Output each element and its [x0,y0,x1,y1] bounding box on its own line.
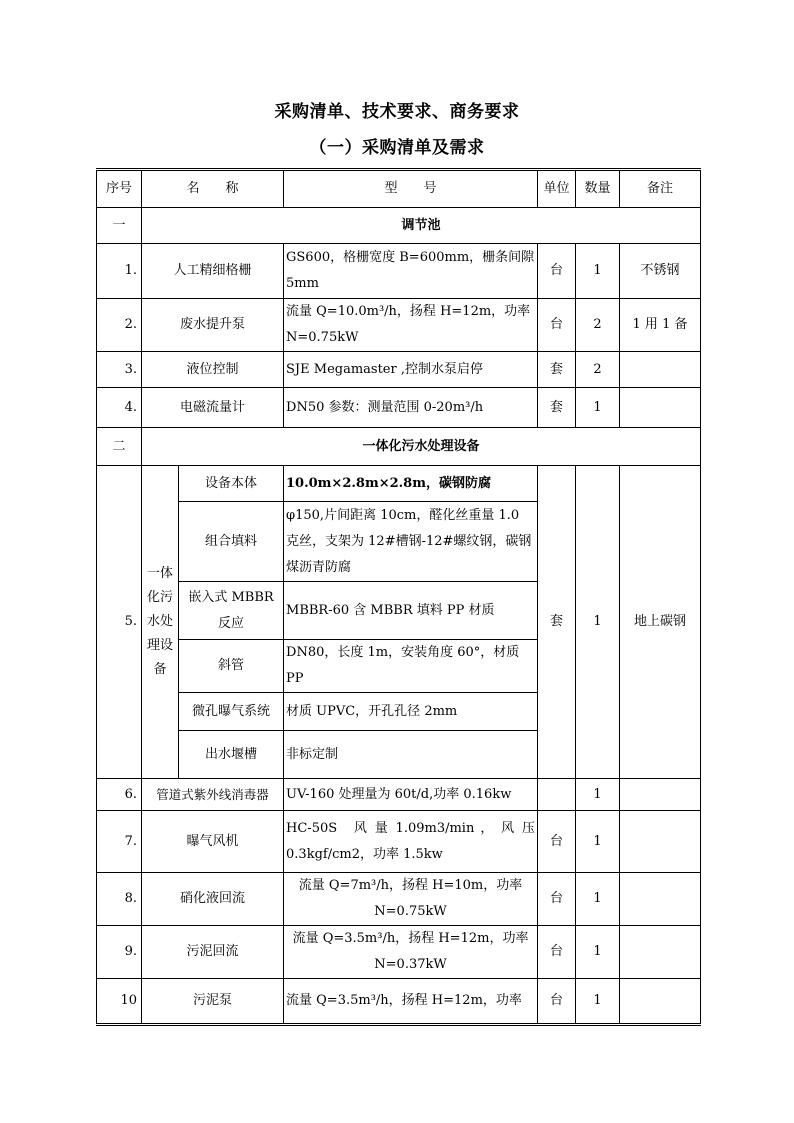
row-remark [620,926,701,979]
row-name: 电磁流量计 [142,388,284,428]
row-no: 5. [97,466,142,779]
sub-model: 材质 UPVC，开孔孔径 2mm [284,693,538,731]
sub-name: 嵌入式 MBBR 反应 [179,582,284,640]
row-remark [620,873,701,926]
header-name: 名 称 [142,170,284,208]
row-model: HC-50S 风 量 1.09m3/min ， 风 压 0.3kgf/cm2，功率 1.5kw [284,811,538,873]
row-model: DN50 参数：测量范围 0-20m³/h [284,388,538,428]
row-model: GS600，格栅宽度 B=600mm，栅条间隙 5mm [284,244,538,299]
procurement-table [96,168,701,1026]
row-remark: 不锈钢 [620,244,701,299]
row-remark: 1 用 1 备 [620,299,701,352]
row-model: 流量 Q=7m³/h，扬程 H=10m，功率 N=0.75kW [284,873,538,926]
section-no: 一 [97,208,142,244]
header-qty: 数量 [576,170,620,208]
row-unit: 台 [538,299,576,352]
sub-model: φ150,片间距离 10cm，醛化丝重量 1.0 克丝，支架为 12#槽钢-12#螺纹钢，碳钢煤沥青防腐 [284,502,538,582]
row-remark [620,388,701,428]
table-row [97,352,701,388]
row-unit: 套 [538,388,576,428]
row-no: 7. [97,811,142,873]
row-unit: 台 [538,811,576,873]
table-row [97,811,701,873]
sub-model: MBBR-60 含 MBBR 填料 PP 材质 [284,582,538,640]
row-name: 曝气风机 [142,811,284,873]
row-remark: 地上碳钢 [620,466,701,779]
row-qty: 1 [576,244,620,299]
section-row [97,428,701,466]
row-name: 人工精细格栅 [142,244,284,299]
sub-name: 组合填料 [179,502,284,582]
table-row [97,979,701,1025]
row-remark [620,979,701,1025]
row-model: SJE Megamaster ,控制水泵启停 [284,352,538,388]
row-unit: 套 [538,466,576,779]
row-qty: 1 [576,811,620,873]
row-qty: 2 [576,352,620,388]
row-name: 管道式紫外线消毒器 [142,779,284,811]
table-row [97,779,701,811]
row-unit: 台 [538,873,576,926]
row-unit: 台 [538,979,576,1025]
row-model: 流量 Q=3.5m³/h，扬程 H=12m，功率 [284,979,538,1025]
row-remark [620,779,701,811]
table-row [97,466,701,502]
header-no: 序号 [97,170,142,208]
sub-name: 设备本体 [179,466,284,502]
row-name: 液位控制 [142,352,284,388]
header-unit: 单位 [538,170,576,208]
row-no: 10 [97,979,142,1025]
header-remark: 备注 [620,170,701,208]
sub-name: 出水堰槽 [179,731,284,779]
row-no: 9. [97,926,142,979]
row-model: 流量 Q=3.5m³/h，扬程 H=12m，功率 N=0.37kW [284,926,538,979]
sub-model: 非标定制 [284,731,538,779]
row-qty: 1 [576,926,620,979]
row-name: 污泥泵 [142,979,284,1025]
row-name: 废水提升泵 [142,299,284,352]
row-qty: 1 [576,873,620,926]
sub-model: 10.0m×2.8m×2.8m，碳钢防腐 [284,466,538,502]
header-row [97,170,701,208]
row-qty: 2 [576,299,620,352]
row-no: 2. [97,299,142,352]
header-model: 型 号 [284,170,538,208]
row-unit: 台 [538,926,576,979]
row-qty: 1 [576,466,620,779]
row-remark [620,352,701,388]
row-no: 1. [97,244,142,299]
table-row [97,244,701,299]
document-subtitle: （一）采购清单及需求 [309,138,485,158]
row-name: 硝化液回流 [142,873,284,926]
row-no: 4. [97,388,142,428]
sub-model: DN80，长度 1m，安装角度 60°，材质 PP [284,640,538,693]
sub-name: 微孔曝气系统 [179,693,284,731]
document-title: 采购清单、技术要求、商务要求 [274,102,520,122]
section-name: 调节池 [142,208,701,244]
row-unit: 台 [538,244,576,299]
table-row [97,926,701,979]
row-remark [620,811,701,873]
table-row [97,388,701,428]
row-qty: 1 [576,388,620,428]
sub-name: 斜管 [179,640,284,693]
row-model: UV-160 处理量为 60t/d,功率 0.16kw [284,779,538,811]
section-name: 一体化污水处理设备 [142,428,701,466]
row-model: 流量 Q=10.0m³/h，扬程 H=12m，功率 N=0.75kW [284,299,538,352]
row-qty: 1 [576,779,620,811]
row-name: 污泥回流 [142,926,284,979]
row-no: 6. [97,779,142,811]
row-unit: 套 [538,352,576,388]
row-qty: 1 [576,979,620,1025]
section-row [97,208,701,244]
section-no: 二 [97,428,142,466]
table-row [97,873,701,926]
row-group-name: 一体化污水处理设备 [142,466,179,779]
row-unit [538,779,576,811]
table-row [97,299,701,352]
row-no: 3. [97,352,142,388]
row-no: 8. [97,873,142,926]
